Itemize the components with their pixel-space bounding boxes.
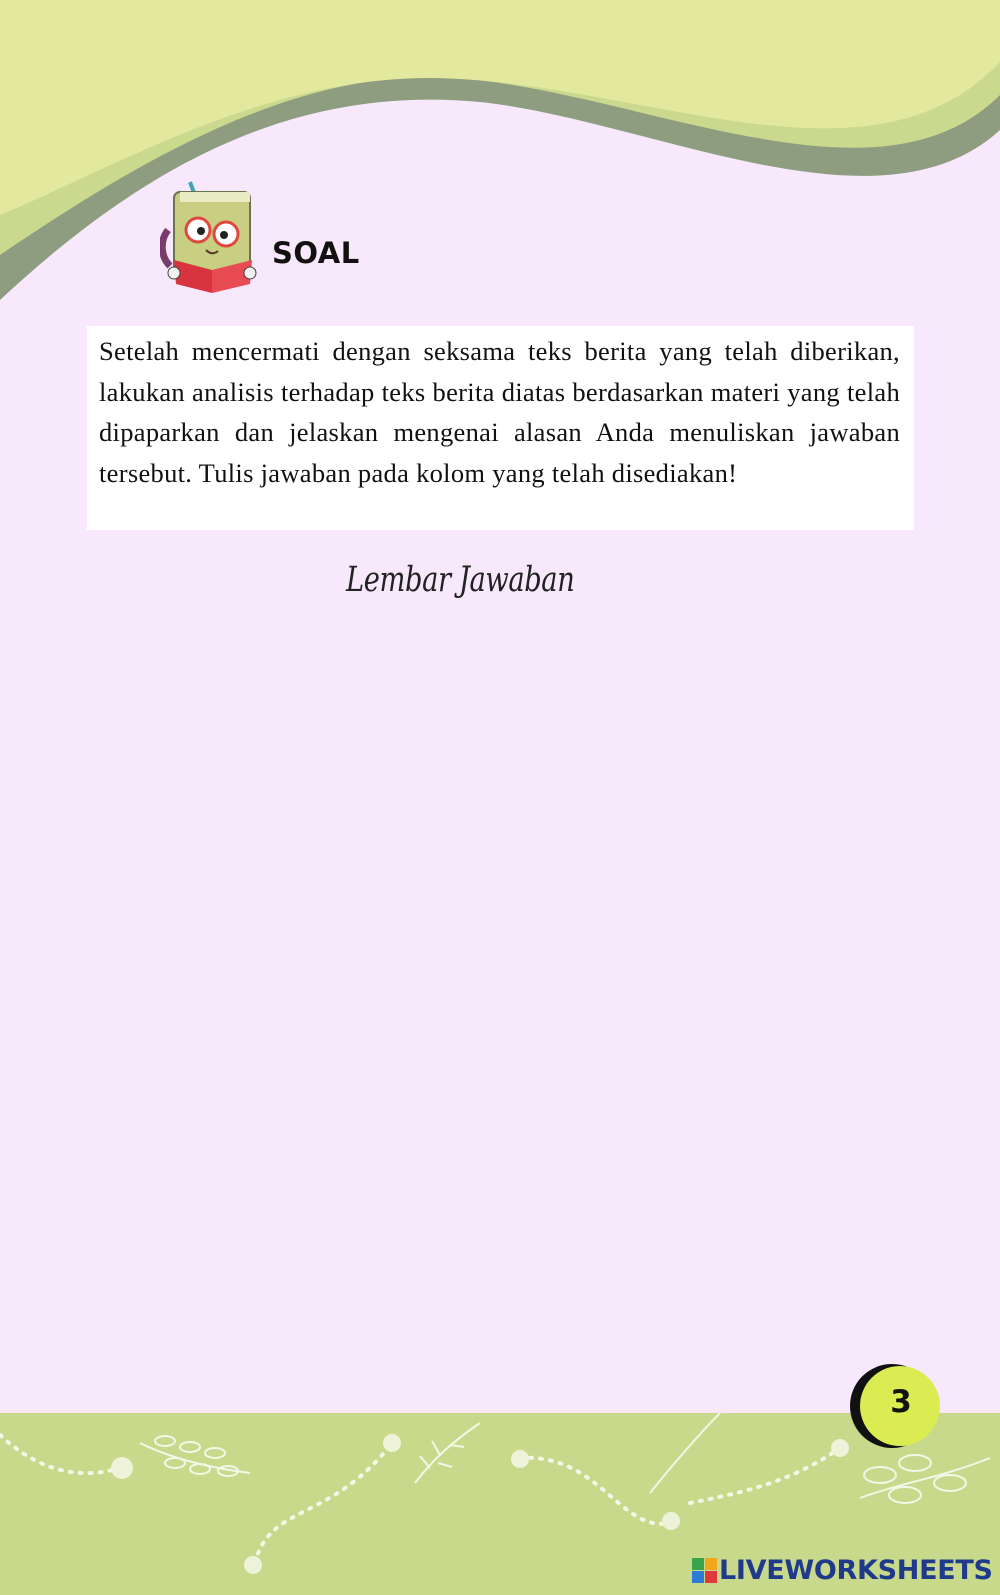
reading-book-mascot-icon <box>160 178 264 296</box>
section-heading: SOAL <box>272 236 360 270</box>
page-number: 3 <box>890 1384 912 1420</box>
header-wave-decoration <box>0 0 1000 320</box>
question-text: Setelah mencermati dengan seksama teks berita yang telah diberikan, lakukan analisis terhadap teks berita diatas berdasarkan materi yang telah dipaparkan dan jelaskan mengenai alasan Anda menuliskan jawaban tersebut. Tulis jawaban pada kolom yang telah disediakan! <box>99 336 900 488</box>
brand-name: LIVEWORKSHEETS <box>719 1554 993 1586</box>
liveworksheets-brand[interactable] <box>692 1553 993 1587</box>
liveworksheets-logo-icon <box>692 1558 717 1583</box>
question-box <box>87 326 914 530</box>
answer-area[interactable] <box>87 640 914 1360</box>
answer-sheet-title: Lembar Jawaban <box>346 560 575 600</box>
